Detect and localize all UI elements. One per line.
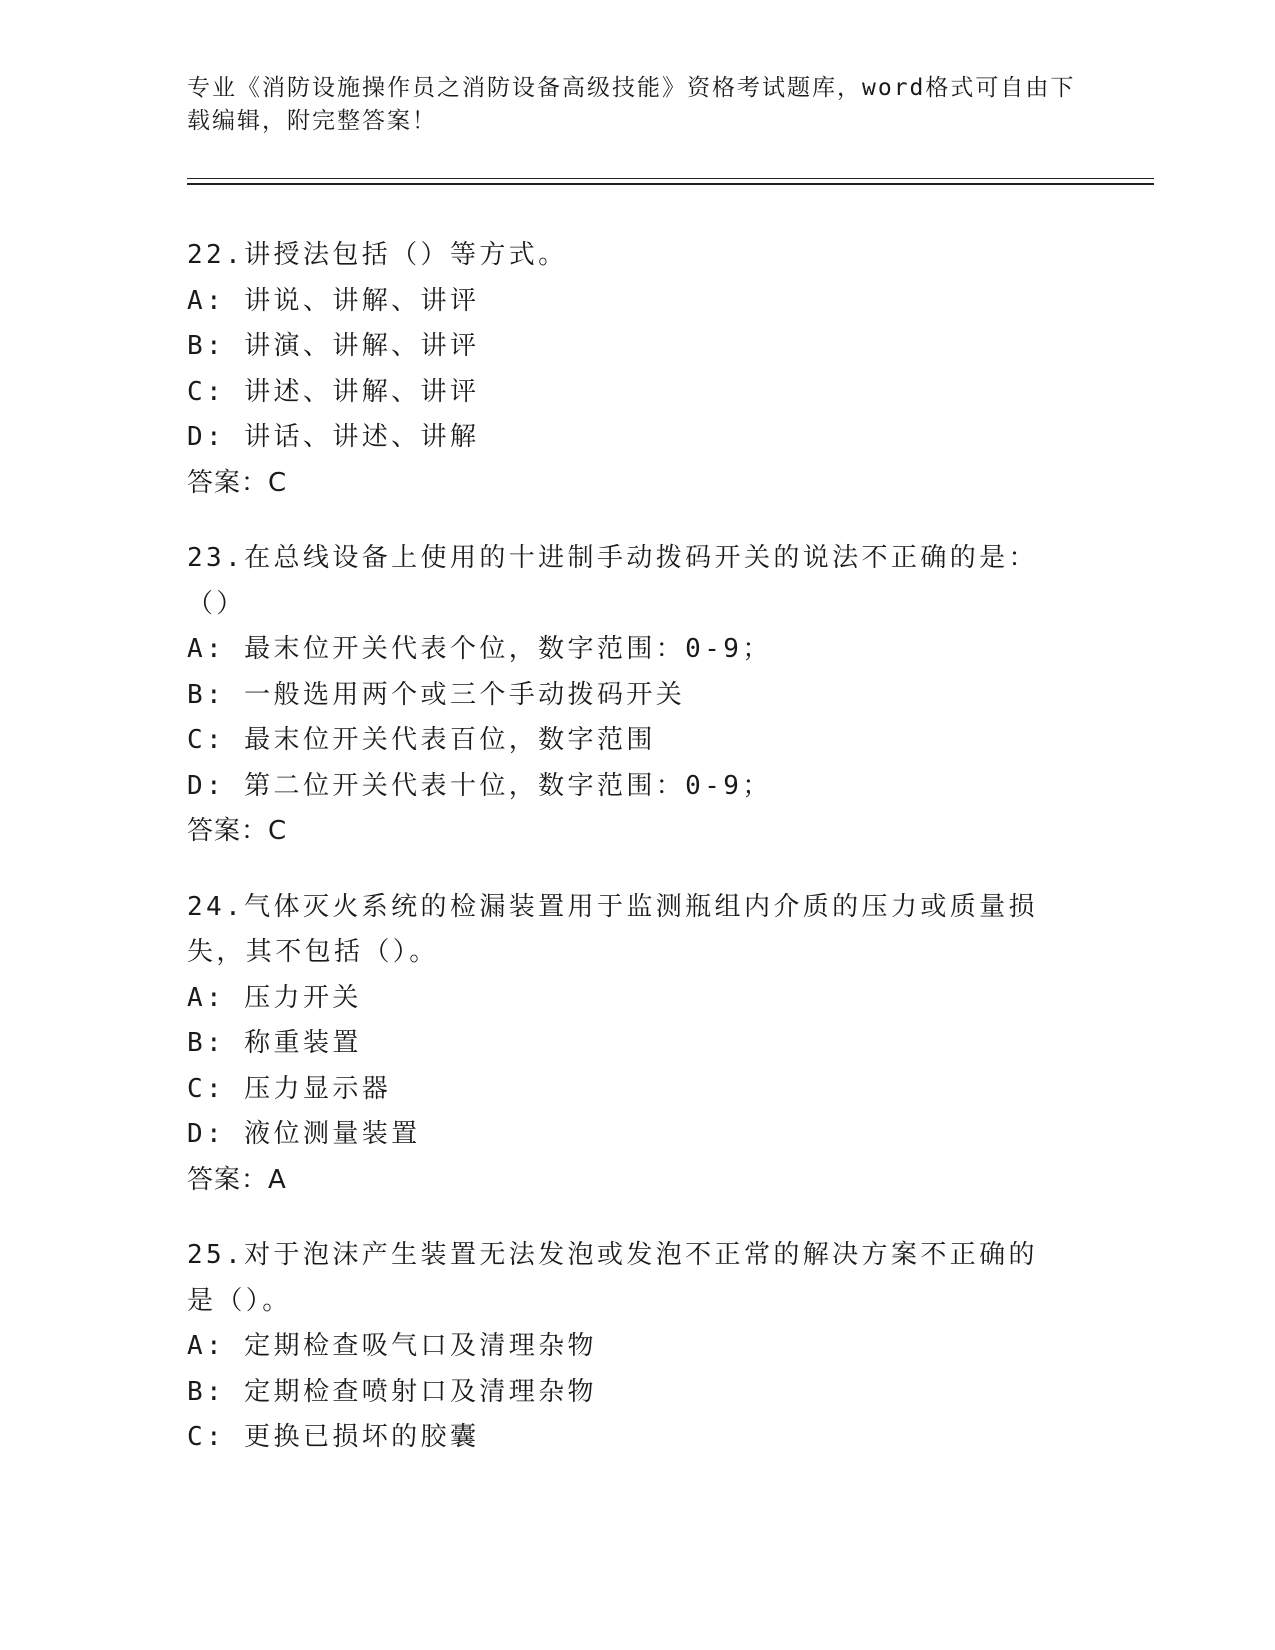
document-header xyxy=(187,72,1087,138)
answer-text: 答案：A xyxy=(187,1164,287,1195)
answer-text: 答案：C xyxy=(187,816,288,846)
header-divider-thick xyxy=(187,183,1154,185)
option-c: C: 压力显示器 xyxy=(187,1073,392,1104)
option-d: D: 讲话、讲述、讲解 xyxy=(187,422,480,452)
option-b: B: 称重装置 xyxy=(187,1028,362,1058)
question-24 xyxy=(187,885,1087,1204)
question-25 xyxy=(187,1233,1087,1461)
option-c: C: 讲述、讲解、讲评 xyxy=(187,376,480,407)
option-a: A: 最末位开关代表个位，数字范围：0-9； xyxy=(187,634,772,664)
answer-text: 答案：C xyxy=(187,467,288,498)
question-stem: 23.在总线设备上使用的十进制手动拨码开关的说法不正确的是：（） xyxy=(187,543,1038,619)
option-d: D: 第二位开关代表十位，数字范围：0-9； xyxy=(187,770,772,801)
option-c: C: 最末位开关代表百位，数字范围 xyxy=(187,725,656,755)
option-a: A: 压力开关 xyxy=(187,982,362,1013)
option-b: B: 定期检查喷射口及清理杂物 xyxy=(187,1376,597,1407)
header-divider-thin xyxy=(187,178,1154,179)
option-b: B: 讲演、讲解、讲评 xyxy=(187,331,480,361)
option-c: C: 更换已损坏的胶囊 xyxy=(187,1422,480,1452)
header-intro-text: 专业《消防设施操作员之消防设备高级技能》资格考试题库，word格式可自由下载编辑，附完整答案！ xyxy=(187,75,1076,134)
option-a: A: 定期检查吸气口及清理杂物 xyxy=(187,1331,597,1361)
option-b: B: 一般选用两个或三个手动拨码开关 xyxy=(187,679,686,710)
option-a: A: 讲说、讲解、讲评 xyxy=(187,285,480,316)
question-stem: 24.气体灭火系统的检漏装置用于监测瓶组内介质的压力或质量损失，其不包括（）。 xyxy=(187,891,1038,967)
question-list xyxy=(187,233,1087,1491)
question-22 xyxy=(187,233,1087,506)
question-23 xyxy=(187,536,1087,855)
question-stem: 22.讲授法包括（）等方式。 xyxy=(187,240,568,270)
option-d: D: 液位测量装置 xyxy=(187,1119,421,1149)
question-stem: 25.对于泡沫产生装置无法发泡或发泡不正常的解决方案不正确的是（）。 xyxy=(187,1240,1038,1316)
